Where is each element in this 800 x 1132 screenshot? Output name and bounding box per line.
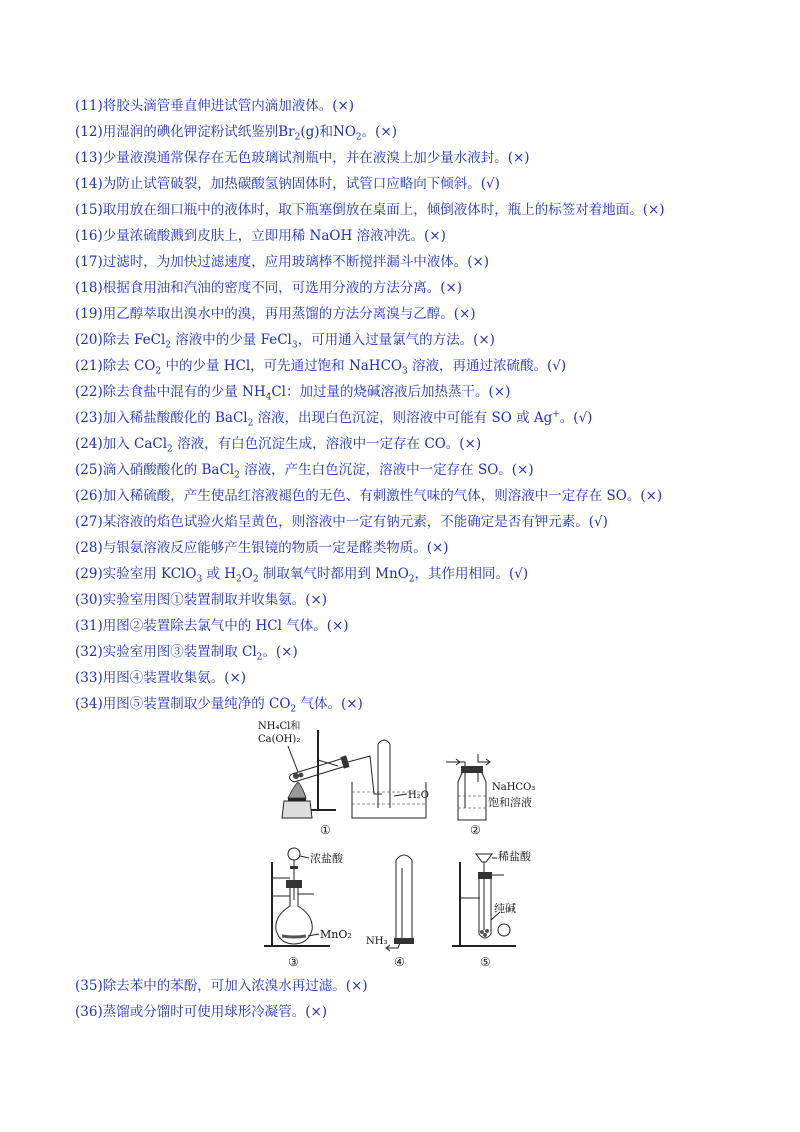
question-text: 用图⑤装置制取少量纯净的 CO xyxy=(102,696,291,712)
question-number: (25) xyxy=(75,462,103,478)
question-number: (27) xyxy=(75,514,103,530)
subscript: 2 xyxy=(408,574,415,585)
question-item xyxy=(75,357,566,375)
question-text: 用湿润的碘化钾淀粉试纸鉴别Br xyxy=(102,124,295,140)
question-text: ，其作用相同。(√) xyxy=(414,566,529,582)
mno2-label: MnO₂ xyxy=(320,928,352,941)
question-text: 少量液溴通常保存在无色玻璃试剂瓶中，并在液溴上加少量水液封。(×) xyxy=(102,150,530,166)
figure-number-1: ① xyxy=(320,823,331,837)
question-item xyxy=(75,97,354,115)
question-text: 加入稀盐酸酸化的 BaCl xyxy=(102,410,248,426)
question-number: (35) xyxy=(75,978,103,994)
subscript: 2 xyxy=(236,574,242,585)
question-text: 取用放在细口瓶中的液体时，取下瓶塞倒放在桌面上，倾倒液体时，瓶上的标签对着地面。(×) xyxy=(102,202,665,218)
subscript: 3 xyxy=(196,574,203,585)
subscript: 4 xyxy=(265,392,272,403)
question-text: 中的少量 HCl，可先通过饱和 NaHCO xyxy=(161,358,402,374)
reagent1-label-line2: Ca(OH)₂ xyxy=(258,734,301,745)
subscript: 3 xyxy=(401,366,408,377)
question-text: 实验室用 KClO xyxy=(102,566,197,582)
question-text: 蒸馏或分馏时可使用球形冷凝管。(×) xyxy=(102,1004,328,1020)
subscript: 2 xyxy=(234,470,240,481)
question-number: (18) xyxy=(75,280,103,296)
question-text: 除去 CO xyxy=(102,358,156,374)
question-text: 实验室用图①装置制取并收集氨。(×) xyxy=(102,592,328,608)
question-number: (20) xyxy=(75,332,103,348)
dilute-hcl-label: 稀盐酸 xyxy=(498,850,531,863)
question-text: 除去 FeCl xyxy=(102,332,166,348)
question-number: (16) xyxy=(75,228,103,244)
question-text: 某溶液的焰色试验火焰呈黄色，则溶液中一定有钠元素，不能确定是否有钾元素。(√) xyxy=(102,514,608,530)
saturated-solution-label: 饱和溶液 xyxy=(488,796,532,809)
question-number: (14) xyxy=(75,176,103,192)
subscript: 3 xyxy=(291,340,298,351)
question-item xyxy=(75,539,449,557)
apparatus-2 xyxy=(446,754,535,837)
question-text: 。(×) xyxy=(262,644,298,660)
apparatus-3 xyxy=(264,848,352,968)
question-text: 与银氨溶液反应能够产生银镜的物质一定是醛类物质。(×) xyxy=(102,540,449,556)
question-text: 气体。(×) xyxy=(296,696,363,712)
subscript: 2 xyxy=(155,366,162,377)
question-number: (11) xyxy=(75,98,103,114)
figure-number-2: ② xyxy=(470,823,481,837)
question-item xyxy=(75,331,495,349)
question-item xyxy=(75,279,462,297)
question-number: (22) xyxy=(75,384,103,400)
question-text: 或 H xyxy=(202,566,237,582)
question-text: 。(×) xyxy=(361,124,397,140)
question-item xyxy=(75,977,368,995)
question-text: 制取氧气时都用到 MnO xyxy=(258,566,409,582)
question-item xyxy=(75,253,489,271)
question-text: 溶液中的少量 FeCl xyxy=(171,332,292,348)
question-text: 用图④装置收集氨。(×) xyxy=(102,670,247,686)
soda-label: 纯碱 xyxy=(494,902,516,915)
question-item xyxy=(75,513,608,531)
question-text: 根据食用油和汽油的密度不同，可选用分液的方法分离。(×) xyxy=(102,280,463,296)
question-item xyxy=(75,383,510,401)
question-text: 用乙醇萃取出溴水中的溴，再用蒸馏的方法分离溴与乙醇。(×) xyxy=(102,306,476,322)
question-number: (31) xyxy=(75,618,103,634)
question-text: 溶液，出现白色沉淀，则溶液中可能有 SO 或 Ag xyxy=(253,410,553,426)
water-label: H₂O xyxy=(408,790,429,801)
subscript: 2 xyxy=(167,444,173,455)
question-number: (32) xyxy=(75,644,103,660)
subscript: 2 xyxy=(355,132,362,143)
question-item xyxy=(75,461,534,479)
question-text: 加入稀硫酸，产生使品红溶液褪色的无色、有刺激性气味的气体，则溶液中一定存在 SO。(×) xyxy=(102,488,663,504)
question-number: (24) xyxy=(75,436,103,452)
question-number: (30) xyxy=(75,592,103,608)
question-item xyxy=(75,175,500,193)
question-text: 加入 CaCl xyxy=(102,436,168,452)
subscript: 2 xyxy=(290,704,297,715)
question-text: (g)和NO xyxy=(300,124,356,140)
apparatus-diagrams xyxy=(250,712,550,968)
apparatus-figure xyxy=(250,712,550,968)
question-text: 将胶头滴管垂直伸进试管内滴加液体。(×) xyxy=(102,98,355,114)
question-number: (19) xyxy=(75,306,103,322)
question-item xyxy=(75,591,327,609)
subscript: 2 xyxy=(256,652,263,663)
nahco3-label: NaHCO₃ xyxy=(492,782,536,793)
apparatus-1 xyxy=(258,720,429,837)
question-item xyxy=(75,695,363,713)
question-item xyxy=(75,565,528,583)
question-number: (29) xyxy=(75,566,103,582)
figure-number-4: ④ xyxy=(394,955,405,968)
question-text: 除去食盐中混有的少量 NH xyxy=(102,384,266,400)
apparatus-4 xyxy=(366,855,414,968)
question-text: 实验室用图③装置制取 Cl xyxy=(102,644,257,660)
question-text: 过滤时，为加快过滤速度，应用玻璃棒不断搅拌漏斗中液体。(×) xyxy=(102,254,490,270)
question-text: ，可用通入过量氯气的方法。(×) xyxy=(297,332,495,348)
question-text: O xyxy=(241,566,253,582)
question-text: 少量浓硫酸溅到皮肤上，立即用稀 NaOH 溶液冲洗。(×) xyxy=(102,228,446,244)
question-text: 溶液，产生白色沉淀，溶液中一定存在 SO。(×) xyxy=(239,462,534,478)
question-text: Cl：加过量的烧碱溶液后加热蒸干。(×) xyxy=(271,384,511,400)
apparatus-5 xyxy=(452,849,532,968)
question-number: (34) xyxy=(75,696,103,712)
question-item xyxy=(75,409,592,427)
question-item xyxy=(75,123,397,141)
question-item xyxy=(75,643,298,661)
question-text: 溶液，再通过浓硫酸。(√) xyxy=(407,358,567,374)
subscript: 2 xyxy=(165,340,172,351)
question-item xyxy=(75,227,446,245)
superscript: + xyxy=(552,409,560,420)
question-number: (17) xyxy=(75,254,103,270)
figure-number-5: ⑤ xyxy=(480,955,491,968)
question-item xyxy=(75,487,662,505)
question-number: (36) xyxy=(75,1004,103,1020)
question-item xyxy=(75,149,530,167)
reagent1-label-line1: NH₄Cl和 xyxy=(258,721,301,732)
subscript: 2 xyxy=(252,574,259,585)
question-item xyxy=(75,1003,327,1021)
question-number: (13) xyxy=(75,150,103,166)
question-item xyxy=(75,305,476,323)
question-text: 滴入硝酸酸化的 BaCl xyxy=(102,462,235,478)
nh3-label: NH₃ xyxy=(366,936,388,947)
question-text: 除去苯中的苯酚，可加入浓溴水再过滤。(×) xyxy=(102,978,368,994)
question-item xyxy=(75,201,665,219)
question-number: (28) xyxy=(75,540,103,556)
conc-hcl-label: 浓盐酸 xyxy=(310,852,343,865)
figure-number-3: ③ xyxy=(288,955,299,968)
question-text: 用图②装置除去氯气中的 HCl 气体。(×) xyxy=(102,618,349,634)
question-number: (23) xyxy=(75,410,103,426)
question-text: 溶液，有白色沉淀生成，溶液中一定存在 CO。(×) xyxy=(172,436,482,452)
subscript: 2 xyxy=(294,132,301,143)
question-text: 。(√) xyxy=(559,410,593,426)
question-item xyxy=(75,435,481,453)
question-number: (12) xyxy=(75,124,103,140)
question-number: (26) xyxy=(75,488,103,504)
question-text: 为防止试管破裂，加热碳酸氢钠固体时，试管口应略向下倾斜。(√) xyxy=(102,176,500,192)
question-item xyxy=(75,617,349,635)
question-item xyxy=(75,669,246,687)
question-number: (33) xyxy=(75,670,103,686)
subscript: 2 xyxy=(247,418,254,429)
question-number: (15) xyxy=(75,202,103,218)
question-number: (21) xyxy=(75,358,103,374)
